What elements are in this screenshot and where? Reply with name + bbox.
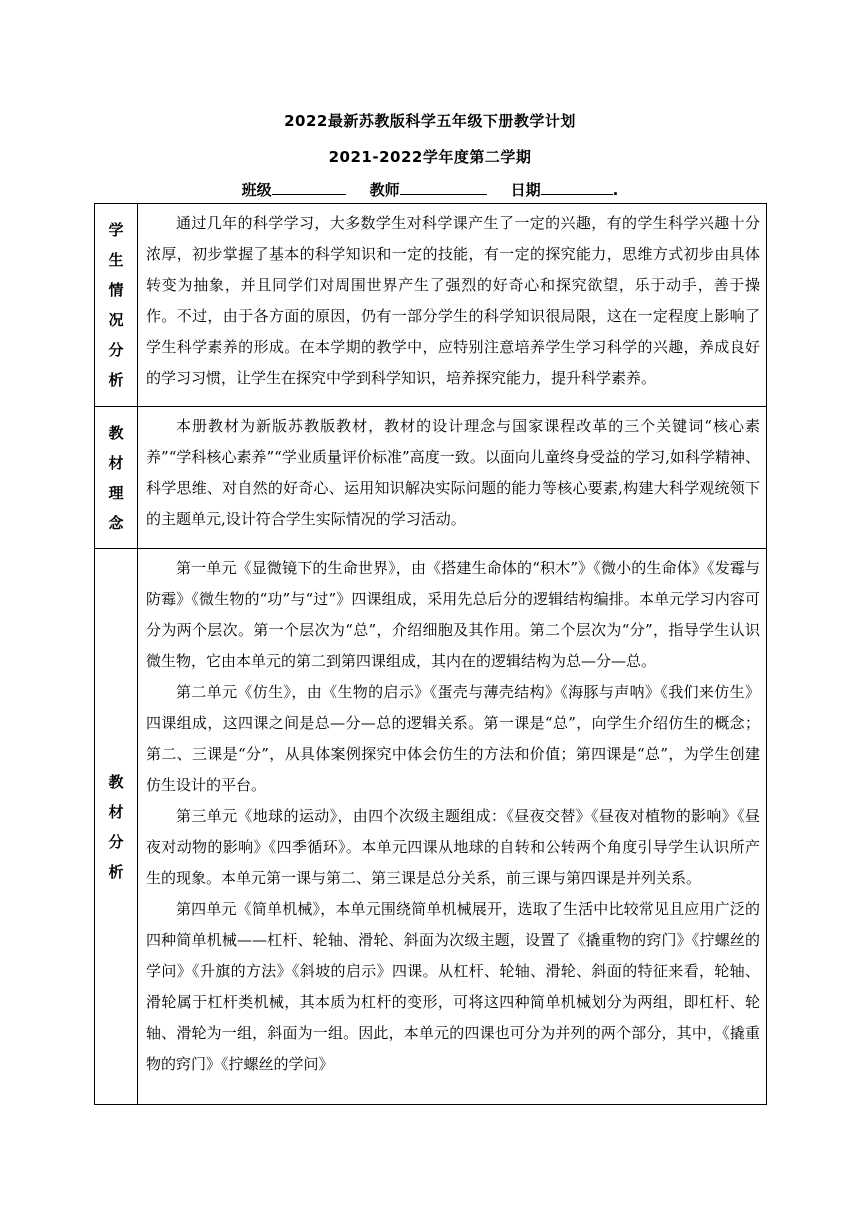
section-row-textbook-analysis	[95, 549, 767, 1105]
paragraph-unit-3: 第三单元《地球的运动》，由四个次级主题组成：《昼夜交替》《昼夜对植物的影响》《昼夜对动物的影响》《四季循环》。本单元四课从地球的自转和公转两个角度引导学生认识所产生的现象。本单元第一课与第二、第三课是总分关系，前三课与第四课是并列关系。	[146, 807, 760, 887]
info-row	[0, 179, 860, 200]
paragraph-unit-2: 第二单元《仿生》，由《生物的启示》《蛋壳与薄壳结构》《海豚与声呐》《我们来仿生》四课组成，这四课之间是总—分—总的逻辑关系。第一课是“总”，向学生介绍仿生的概念；第二、三课是“分”，从具体案例探究中体会仿生的方法和价值；第四课是“总”，为学生创建仿生设计的平台。	[146, 683, 760, 794]
teacher-blank	[400, 180, 487, 195]
section-row-student-analysis	[95, 204, 767, 407]
document-title: 2022最新苏教版科学五年级下册教学计划	[284, 112, 576, 130]
paragraph-unit-1: 第一单元《显微镜下的生命世界》，由《搭建生命体的“积木”》《微小的生命体》《发霉与防霉》《微生物的“功”与“过”》四课组成，采用先总后分的逻辑结构编排。本单元学习内容可分为两个层次。第一个层次为“总”，介绍细胞及其作用。第二个层次为“分”，指导学生认识微生物，它由本单元的第二到第四课组成，其内在的逻辑结构为总—分—总。	[146, 559, 760, 670]
plan-table	[94, 203, 767, 1105]
section-content-textbook-concept	[138, 407, 767, 549]
date-blank	[541, 180, 613, 195]
section-content-textbook-analysis	[138, 549, 767, 1105]
paragraph: 通过几年的科学学习，大多数学生对科学课产生了一定的兴趣，有的学生科学兴趣十分浓厚，初步掌握了基本的科学知识和一定的技能，有一定的探究能力，思维方式初步由具体转变为抽象，并且同学们对周围世界产生了强烈的好奇心和探究欲望，乐于动手，善于操作。不过，由于各方面的原因，仍有一部分学生的科学知识很局限，这在一定程度上影响了学生科学素养的形成。在本学期的教学中，应特别注意培养学生学习科学的兴趣，养成良好的学习习惯，让学生在探究中学到科学知识，培养探究能力，提升科学素养。	[146, 214, 760, 387]
teacher-label: 教师	[369, 181, 400, 199]
paragraph: 本册教材为新版苏教版教材，教材的设计理念与国家课程改革的三个关键词“核心素养”“学科核心素养”“学业质量评价标准”高度一致。以面向儿童终身受益的学习,如科学精神、科学思维、对自然的好奇心、运用知识解决实际问题的能力等核心要素,构建大科学观统领下的主题单元,设计符合学生实际情况的学习活动。	[146, 417, 760, 528]
section-label-textbook-analysis: 教 材 分 析	[95, 549, 138, 1105]
term-subtitle: 2021-2022学年度第二学期	[328, 148, 532, 166]
class-blank	[272, 180, 346, 195]
date-end: .	[612, 181, 619, 199]
section-row-textbook-concept	[95, 407, 767, 549]
class-label: 班级	[241, 181, 272, 199]
section-content-student-analysis	[138, 204, 767, 407]
section-label-textbook-concept: 教 材 理 念	[95, 407, 138, 549]
section-label-student-analysis: 学 生 情 况 分 析	[95, 204, 138, 407]
date-label: 日期	[510, 181, 541, 199]
paragraph-unit-4: 第四单元《简单机械》，本单元围绕简单机械展开，选取了生活中比较常见且应用广泛的四种简单机械——杠杆、轮轴、滑轮、斜面为次级主题，设置了《撬重物的窍门》《拧螺丝的学问》《升旗的方法》《斜坡的启示》四课。从杠杆、轮轴、滑轮、斜面的特征来看，轮轴、滑轮属于杠杆类机械，其本质为杠杆的变形，可将这四种简单机械划分为两组，即杠杆、轮轴、滑轮为一组，斜面为一组。因此，本单元的四课也可分为并列的两个部分，其中，《撬重物的窍门》《拧螺丝的学问》	[146, 900, 760, 1073]
